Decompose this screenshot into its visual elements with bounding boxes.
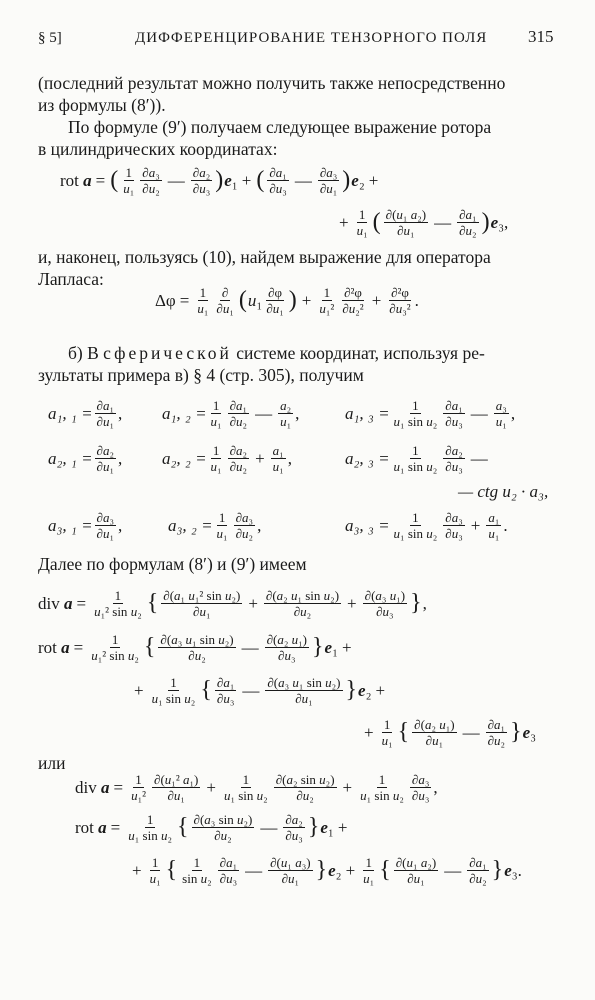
equation-rot-spherical-2: + $\frac{1}{\text{u₁ sin u₂}}$ { ∂a₁ ∂u₃ — ∂(a₃ u₁ sin u₂) ∂u₁ } e ₂ +: [134, 675, 386, 706]
equation-a21: a₂, ₁ = $\frac{\text{∂a₂}}{\text{∂u₁}}$ ,: [48, 443, 123, 474]
equation-rot-cylindrical-1: rot a = ( 1 u₁ ∂a₃ ∂u₂ — ∂a₂ ∂u₃ ) e ₁ + ( ∂a₁ ∂u₃ — ∂a₃ ∂u₁ ) e ₂ +: [60, 165, 379, 196]
section-number: § 5]: [38, 30, 62, 46]
text-line: или: [38, 753, 66, 773]
text-line: (последний результат можно получить также непосредственно: [38, 73, 506, 93]
equation-a11: a₁, ₁ = $\frac{\text{∂a₁}}{\text{∂u₁}}$ ,: [48, 398, 123, 429]
page-number: 315: [528, 27, 554, 46]
equation-rot-cylindrical-2: + $\frac{1}{\text{u₁}}$ ( ∂(u₁ a₂) ∂u₁ — ∂a₁ ∂u₂ ) e ₃,: [339, 207, 509, 238]
text-line: из формулы (8′)).: [38, 95, 166, 115]
text-line: Лапласа:: [38, 269, 104, 289]
equation-a22: a₂, ₂ = $\frac{1}{\text{u₁}}$ ∂a₂ ∂u₂ + $\frac{\text{a₁}}{\text{u₁}}$ ,: [162, 443, 292, 474]
equation-ctg-term: — ctg u₂ · a₃,: [458, 482, 549, 501]
equation-a12: a₁, ₂ = $\frac{1}{\text{u₁}}$ ∂a₁ ∂u₂ — a₂ u₁ ,: [162, 398, 300, 429]
text-line: б) В сферической системе координат, используя ре-: [68, 343, 485, 363]
text-line: зультаты примера в) § 4 (стр. 305), получим: [38, 365, 364, 385]
text-line: Далее по формулам (8′) и (9′) имеем: [38, 554, 307, 574]
text-line: в цилиндрических координатах:: [38, 139, 278, 159]
text-line: По формуле (9′) получаем следующее выражение ротора: [68, 117, 492, 137]
equation-div-alt: div a = $\frac{1}{\text{u₁²}}$ ∂(u₁² a₁) ∂u₁ + $\frac{1}{\text{u₁ sin u₂}}$ ∂(a₂ sin u₂) ∂u₂ + $\frac{1}{\text{u₁ sin u₂}}$ ∂a₃ ∂u₃ ,: [75, 772, 438, 803]
text-line: и, наконец, пользуясь (10), найдем выражение для оператора: [38, 247, 491, 267]
equation-a32: a₃, ₂ = $\frac{1}{\text{u₁}}$ ∂a₃ ∂u₂ ,: [168, 510, 262, 541]
operator-rot: rot: [60, 170, 79, 190]
equation-rot-spherical-1: rot a = $\frac{1}{\text{u₁² sin u₂}}$ { ∂(a₃ u₁ sin u₂) ∂u₂ — ∂(a₂ u₁) ∂u₃ } e ₁ +: [38, 632, 352, 663]
running-title: ДИФФЕРЕНЦИРОВАНИЕ ТЕНЗОРНОГО ПОЛЯ: [135, 30, 488, 46]
equation-laplacian: Δφ = $\frac{1}{\text{u₁}}$ ∂ ∂u₁ ( u ₁ ∂φ ∂u₁ ) + $\frac{1}{\text{u₁²}}$ ∂²φ ∂u₂² + $\frac{\text{∂²φ}}{\text{∂u₃²}}$ .: [155, 285, 419, 316]
equation-a23: a₂, ₃ = $\frac{1}{\text{u₁ sin u₂}}$ ∂a₂ ∂u₃ —: [345, 443, 488, 474]
equation-div-spherical: div a = $\frac{1}{\text{u₁² sin u₂}}$ { ∂(a₁ u₁² sin u₂) ∂u₁ + $\frac{\text{∂(a₂ u₁ sin u₂)}}{\text{∂u₂}}$ + $\frac{\text{∂(a₃ u₁)}}{\text{∂u₃}}$ } ,: [38, 588, 427, 619]
equation-a33: a₃, ₃ = $\frac{1}{\text{u₁ sin u₂}}$ ∂a₃ ∂u₃ + $\frac{\text{a₁}}{\text{u₁}}$ .: [345, 510, 508, 541]
equation-rot-spherical-3: + $\frac{1}{\text{u₁}}$ { ∂(a₂ u₁) ∂u₁ — ∂a₁ ∂u₂ } e ₃: [364, 717, 537, 748]
equation-a13: a₁, ₃ = $\frac{1}{\text{u₁ sin u₂}}$ ∂a₁ ∂u₃ — a₃ u₁ ,: [345, 398, 516, 429]
equation-rot-alt-2: + $\frac{1}{\text{u₁}}$ { 1 sin u₂ ∂a₁ ∂u₃ — ∂(u₁ a₃) ∂u₁ } e ₂ + $\frac{1}{\text{u₁}}$ { ∂(u₁ a₂) ∂u₁ — ∂a₁ ∂u₂ } e ₃.: [132, 855, 522, 886]
equation-rot-alt-1: rot a = $\frac{1}{\text{u₁ sin u₂}}$ { ∂(a₃ sin u₂) ∂u₂ — ∂a₂ ∂u₃ } e ₁ +: [75, 812, 348, 843]
equation-a31: a₃, ₁ = $\frac{\text{∂a₃}}{\text{∂u₁}}$ ,: [48, 510, 123, 541]
